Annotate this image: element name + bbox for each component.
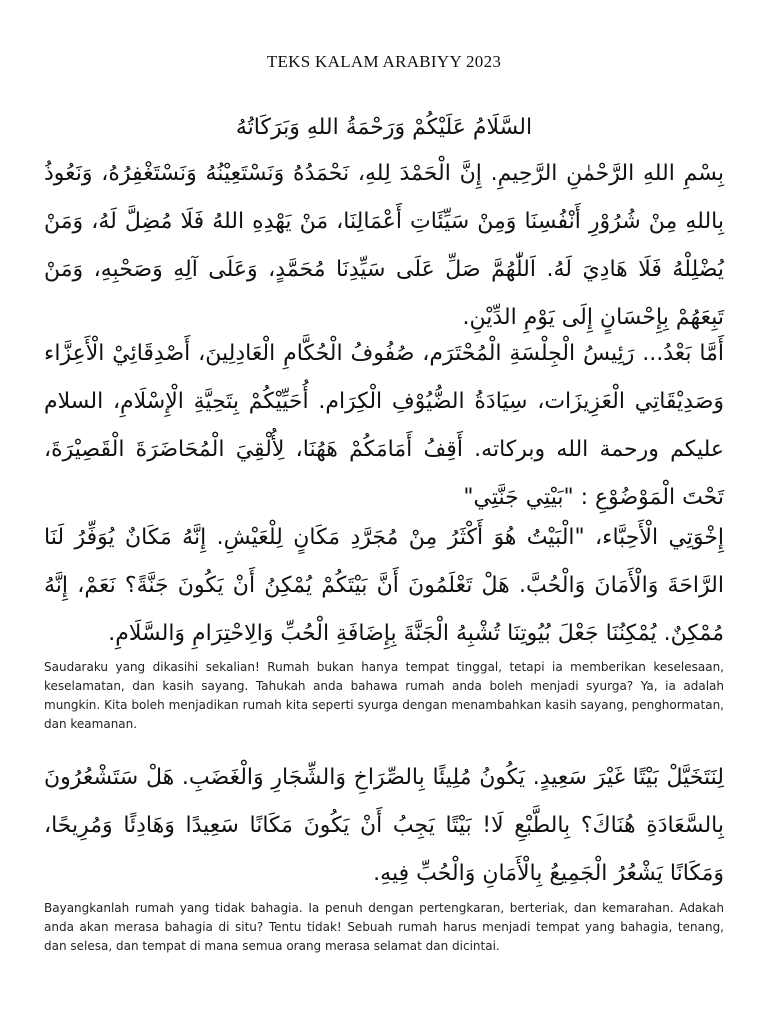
salam-line: السَّلَامُ عَلَيْكُمْ وَرَحْمَةُ اللهِ وَبَرَكَاتُهُ: [235, 115, 533, 140]
arabic-paragraph-1: إِخْوَتِي الْأَحِبَّاء، "الْبَيْتُ هُوَ أَكْثَرُ مِنْ مُجَرَّدِ مَكَانٍ لِلْعَيْشِ. إِنَّهُ مَكَانٌ يُوَفِّرُ لَنَا الرَّاحَةَ وَالْأَمَانَ وَالْحُبَّ. هَلْ تَعْلَمُونَ أَنَّ بَيْتَكُمْ يُمْكِنُ أَنْ يَكُونَ جَنَّةً؟ نَعَمْ، إِنَّهُ مُمْكِنٌ. يُمْكِنُنَا جَعْلَ بُيُوتِنَا تُشْبِهُ الْجَنَّةَ بِإِضَافَةِ الْحُبِّ وَالِاحْتِرَامِ وَالسَّلَامِ.: [44, 525, 724, 646]
document-title: TEKS KALAM ARABIYY 2023: [266, 52, 502, 71]
greeting-paragraph: أَمَّا بَعْدُ... رَئِيسُ الْجِلْسَةِ الْمُحْتَرَم، صُفُوفُ الْحُكَّامِ الْعَادِلِينَ، أَصْدِقَائِيْ الْأَعِزَّاء وَصَدِيْقَاتِي الْعَزِيزَات، سِيَادَةُ الضُّيُوْفِ الْكِرَام. أُحَيِّيْكُمْ بِتَحِيَّةِ الْإِسْلَامِ، السلام عليكم ورحمة الله وبركاته. أَقِفُ أَمَامَكُمْ هَهُنَا، لِأُلْقِيَ الْمُحَاضَرَةَ الْقَصِيْرَةَ، تَحْتَ الْمَوْضُوْعِ : "بَيْتِي جَنَّتِي": [44, 341, 724, 510]
arabic-paragraph-2: لِنَتَخَيَّلْ بَيْتًا غَيْرَ سَعِيدٍ. يَكُونُ مُلِيئًا بِالصِّرَاخِ وَالشِّجَارِ وَالْغَضَبِ. هَلْ سَتَشْعُرُونَ بِالسَّعَادَةِ هُنَاكَ؟ بِالطَّبْعِ لَا! بَيْتًا يَجِبُ أَنْ يَكُونَ مَكَانًا سَعِيدًا وَهَادِئًا وَمُرِيحًا، وَمَكَانًا يَشْعُرُ الْجَمِيعُ بِالْأَمَانِ وَالْحُبِّ فِيهِ.: [44, 765, 724, 886]
translation-paragraph-1: Saudaraku yang dikasihi sekalian! Rumah bukan hanya tempat tinggal, tetapi ia memberikan keselesaan, keselamatan, dan kasih sayang. Tahukah anda bahawa rumah anda boleh menjadi syurga? Ya, ia adalah mungkin. Kita boleh menjadikan rumah kita seperti syurga dengan menambahkan kasih sayang, penghormatan, dan keamanan.: [44, 660, 724, 731]
translation-paragraph-2: Bayangkanlah rumah yang tidak bahagia. Ia penuh dengan pertengkaran, berteriak, dan kemarahan. Adakah anda akan merasa bahagia di situ? Tentu tidak! Sebuah rumah harus menjadi tempat yang bahagia, tenang, dan selesa, dan tempat di mana semua orang merasa selamat dan dicintai.: [44, 901, 724, 953]
opening-paragraph: بِسْمِ اللهِ الرَّحْمٰنِ الرَّحِيمِ. إِنَّ الْحَمْدَ لِلهِ، نَحْمَدُهُ وَنَسْتَعِيْنُهُ وَنَسْتَغْفِرُهُ، وَنَعُوذُ بِاللهِ مِنْ شُرُوْرِ أَنْفُسِنَا وَمِنْ سَيِّئَاتِ أَعْمَالِنَا، مَنْ يَهْدِهِ اللهُ فَلَا مُضِلَّ لَهُ، وَمَنْ يُضْلِلْهُ فَلَا هَادِيَ لَهُ. اَللّٰهُمَّ صَلِّ عَلَى سَيِّدِنَا مُحَمَّدٍ، وَعَلَى آلِهِ وَصَحْبِهِ، وَمَنْ تَبِعَهُمْ بِإِحْسَانٍ إِلَى يَوْمِ الدِّيْنِ.: [44, 161, 724, 330]
